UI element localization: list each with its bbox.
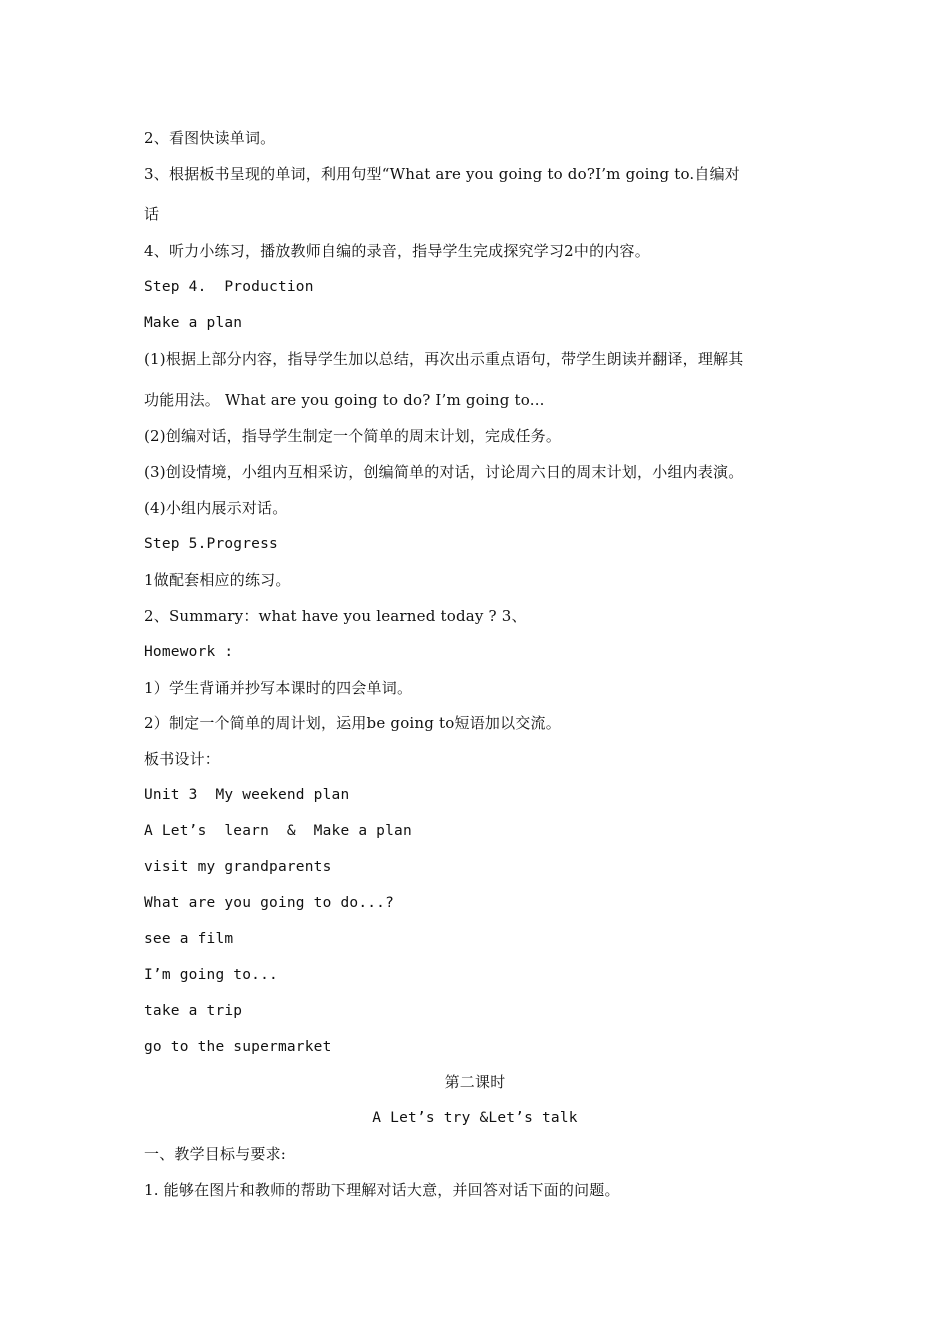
text-line: (1)根据上部分内容，指导学生加以总结，再次出示重点语句，带学生朗读并翻译，理解其 — [144, 350, 744, 368]
board-line: I’m going to... — [144, 967, 278, 983]
board-line: go to the supermarket — [144, 1039, 332, 1055]
text-line: 话 — [144, 205, 160, 223]
board-title: Unit 3 My weekend plan — [144, 787, 350, 803]
text-line: 2、Summary：what have you learned today ? 3、 — [144, 607, 527, 625]
board-line: take a trip — [144, 1003, 243, 1019]
step-heading: Step 4. Production — [144, 279, 314, 295]
board-line: visit my grandparents — [144, 859, 332, 875]
text-line: 功能用法。 What are you going to do? I’m going to... — [144, 391, 545, 409]
text-line: (4)小组内展示对话。 — [144, 499, 288, 517]
section-label: 板书设计： — [144, 750, 221, 768]
text-line: 1）学生背诵并抄写本课时的四会单词。 — [144, 679, 413, 697]
text-line: 1做配套相应的练习。 — [144, 571, 291, 589]
text-line: 3、根据板书呈现的单词，利用句型“What are you going to do?I’m going to.自编对 — [144, 165, 740, 183]
text-line: 4、听力小练习，播放教师自编的录音，指导学生完成探究学习2中的内容。 — [144, 242, 650, 260]
lesson-heading: 第二课时 — [444, 1073, 506, 1091]
step-heading: Step 5.Progress — [144, 536, 278, 552]
text-line: Make a plan — [144, 315, 243, 331]
text-line: (2)创编对话，指导学生制定一个简单的周末计划，完成任务。 — [144, 427, 562, 445]
text-line: 2）制定一个简单的周计划，运用be going to短语加以交流。 — [144, 714, 561, 732]
section-heading: 一、教学目标与要求: — [144, 1145, 287, 1163]
lesson-subheading: A Let’s try &Let’s talk — [372, 1110, 578, 1126]
text-line: (3)创设情境，小组内互相采访，创编简单的对话，讨论周六日的周末计划，小组内表演。 — [144, 463, 744, 481]
text-line: 1. 能够在图片和教师的帮助下理解对话大意，并回答对话下面的问题。 — [144, 1181, 620, 1199]
board-line: see a film — [144, 931, 234, 947]
board-line: A Let’s learn & Make a plan — [144, 823, 412, 839]
text-line: Homework : — [144, 644, 234, 660]
board-line: What are you going to do...? — [144, 895, 395, 911]
text-line: 2、看图快读单词。 — [144, 129, 276, 147]
